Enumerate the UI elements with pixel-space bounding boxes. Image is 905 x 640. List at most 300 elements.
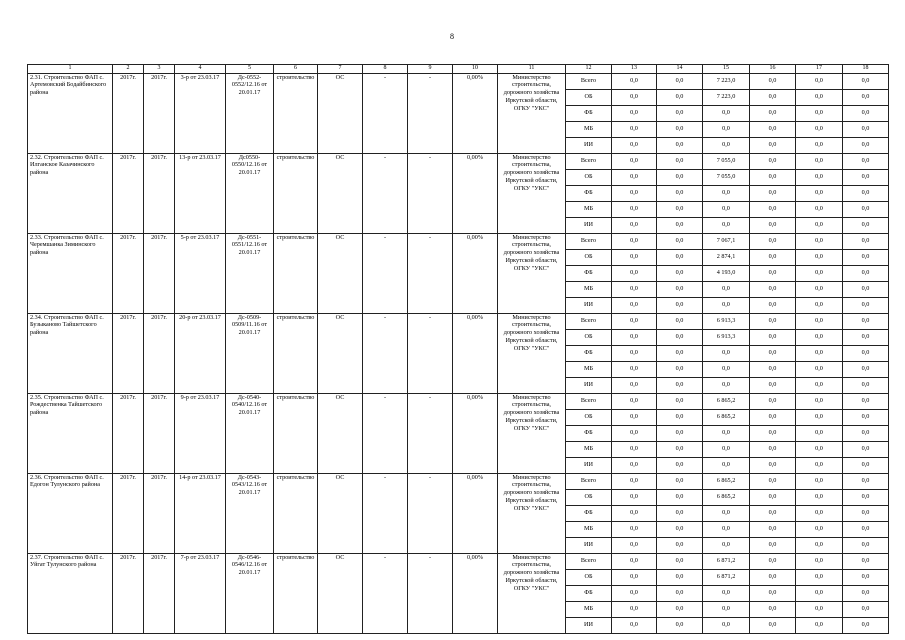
funding-source-cell: ФБ	[566, 345, 612, 361]
funding-source-cell: МБ	[566, 361, 612, 377]
value-cell: 0,0	[703, 537, 750, 553]
value-cell: 0,0	[657, 521, 703, 537]
value-cell: 0,0	[703, 201, 750, 217]
funding-source-cell: ИИ	[566, 617, 612, 633]
funding-source-cell: ФБ	[566, 425, 612, 441]
value-cell: 0,0	[612, 617, 657, 633]
value-cell: 0,0	[750, 217, 796, 233]
work-type-cell: строительство	[274, 153, 318, 233]
object-name-cell: 2.32. Строительство ФАП с. Илганское Казачинского района	[28, 153, 113, 233]
value-cell: 0,0	[796, 217, 843, 233]
funding-source-cell: ФБ	[566, 505, 612, 521]
value-cell: 0,0	[843, 585, 889, 601]
organization-cell: Министерство строительства, дорожного хозяйства Иркутской области, ОГКУ "УКС"	[498, 153, 566, 233]
header-row	[28, 65, 889, 74]
value-cell: 0,0	[657, 89, 703, 105]
value-cell: 0,0	[750, 201, 796, 217]
funding-source-cell: МБ	[566, 121, 612, 137]
funding-source-cell: ОБ	[566, 329, 612, 345]
value-cell: 0,0	[612, 553, 657, 569]
column-number: 12	[566, 65, 612, 74]
value-cell: 0,0	[750, 393, 796, 409]
value-cell: 0,0	[657, 121, 703, 137]
contract-cell: Дс-0551-0551/12.16 от 20.01.17	[226, 233, 274, 313]
value-cell: 0,0	[703, 521, 750, 537]
funding-source-cell: ФБ	[566, 265, 612, 281]
value-cell: 0,0	[612, 345, 657, 361]
value-cell: 0,0	[612, 105, 657, 121]
funding-source-cell: Всего	[566, 233, 612, 249]
table-row	[28, 473, 889, 489]
value-cell: 0,0	[843, 473, 889, 489]
value-cell: 0,0	[796, 265, 843, 281]
funding-source-cell: ИИ	[566, 377, 612, 393]
value-cell: 0,0	[750, 489, 796, 505]
value-cell: 6 913,3	[703, 329, 750, 345]
work-type-cell: строительство	[274, 473, 318, 553]
funding-source-cell: ОБ	[566, 249, 612, 265]
value-cell: 7 067,1	[703, 233, 750, 249]
value-cell: 6 871,2	[703, 553, 750, 569]
value-cell: 0,0	[657, 569, 703, 585]
end-year-cell: 2017г.	[144, 233, 175, 313]
object-name-cell: 2.37. Строительство ФАП с. Уйгат Тулунского района	[28, 553, 113, 633]
table-row	[28, 73, 889, 89]
value-cell: 0,0	[703, 601, 750, 617]
value-cell: 0,0	[657, 489, 703, 505]
col8-cell: -	[363, 233, 408, 313]
value-cell: 0,0	[750, 569, 796, 585]
value-cell: 0,0	[796, 185, 843, 201]
value-cell: 6 865,2	[703, 409, 750, 425]
value-cell: 0,0	[796, 409, 843, 425]
end-year-cell: 2017г.	[144, 553, 175, 633]
col9-cell: -	[408, 553, 453, 633]
value-cell: 0,0	[657, 441, 703, 457]
value-cell: 2 874,1	[703, 249, 750, 265]
column-number: 7	[318, 65, 363, 74]
value-cell: 0,0	[750, 377, 796, 393]
value-cell: 0,0	[843, 521, 889, 537]
contract-cell: Дс0550-0550/12.16 от 20.01.17	[226, 153, 274, 233]
value-cell: 0,0	[796, 361, 843, 377]
column-number: 15	[703, 65, 750, 74]
value-cell: 0,0	[657, 617, 703, 633]
value-cell: 0,0	[843, 345, 889, 361]
value-cell: 0,0	[843, 505, 889, 521]
work-type-cell: строительство	[274, 233, 318, 313]
value-cell: 0,0	[796, 249, 843, 265]
table-row	[28, 313, 889, 329]
value-cell: 0,0	[612, 377, 657, 393]
value-cell: 0,0	[843, 441, 889, 457]
value-cell: 0,0	[703, 281, 750, 297]
funding-source-cell: ОБ	[566, 89, 612, 105]
value-cell: 0,0	[657, 105, 703, 121]
value-cell: 0,0	[657, 601, 703, 617]
value-cell: 0,0	[612, 601, 657, 617]
value-cell: 0,0	[657, 249, 703, 265]
value-cell: 0,0	[796, 505, 843, 521]
end-year-cell: 2017г.	[144, 473, 175, 553]
value-cell: 0,0	[657, 505, 703, 521]
order-cell: 13-р от 23.03.17	[175, 153, 226, 233]
start-year-cell: 2017г.	[113, 73, 144, 153]
funding-source-cell: ОБ	[566, 409, 612, 425]
value-cell: 0,0	[703, 585, 750, 601]
column-number: 8	[363, 65, 408, 74]
col8-cell: -	[363, 473, 408, 553]
value-cell: 0,0	[750, 505, 796, 521]
value-cell: 0,0	[843, 617, 889, 633]
value-cell: 4 193,0	[703, 265, 750, 281]
end-year-cell: 2017г.	[144, 153, 175, 233]
value-cell: 0,0	[796, 457, 843, 473]
value-cell: 0,0	[843, 249, 889, 265]
value-cell: 0,0	[657, 137, 703, 153]
value-cell: 0,0	[612, 473, 657, 489]
value-cell: 0,0	[612, 361, 657, 377]
status-cell: ОС	[318, 313, 363, 393]
value-cell: 7 055,0	[703, 169, 750, 185]
value-cell: 6 865,2	[703, 393, 750, 409]
work-type-cell: строительство	[274, 313, 318, 393]
value-cell: 0,0	[843, 281, 889, 297]
value-cell: 0,0	[657, 233, 703, 249]
value-cell: 0,0	[657, 73, 703, 89]
order-cell: 20-р от 23.03.17	[175, 313, 226, 393]
col9-cell: -	[408, 73, 453, 153]
value-cell: 0,0	[750, 585, 796, 601]
column-number: 3	[144, 65, 175, 74]
value-cell: 0,0	[612, 585, 657, 601]
value-cell: 0,0	[612, 249, 657, 265]
value-cell: 0,0	[843, 137, 889, 153]
value-cell: 0,0	[796, 345, 843, 361]
value-cell: 0,0	[612, 441, 657, 457]
value-cell: 0,0	[612, 121, 657, 137]
column-number: 14	[657, 65, 703, 74]
value-cell: 0,0	[612, 137, 657, 153]
value-cell: 0,0	[843, 569, 889, 585]
value-cell: 0,0	[750, 297, 796, 313]
start-year-cell: 2017г.	[113, 313, 144, 393]
organization-cell: Министерство строительства, дорожного хозяйства Иркутской области, ОГКУ "УКС"	[498, 473, 566, 553]
value-cell: 0,0	[703, 617, 750, 633]
value-cell: 0,0	[703, 361, 750, 377]
value-cell: 0,0	[703, 105, 750, 121]
value-cell: 0,0	[750, 89, 796, 105]
percent-cell: 0,00%	[453, 313, 498, 393]
page-number: 8	[450, 32, 454, 41]
value-cell: 0,0	[750, 361, 796, 377]
value-cell: 7 223,0	[703, 89, 750, 105]
value-cell: 0,0	[612, 489, 657, 505]
object-name-cell: 2.36. Строительство ФАП с. Едогон Тулунского района	[28, 473, 113, 553]
column-number: 4	[175, 65, 226, 74]
value-cell: 0,0	[796, 169, 843, 185]
value-cell: 0,0	[750, 281, 796, 297]
value-cell: 0,0	[796, 297, 843, 313]
value-cell: 0,0	[750, 233, 796, 249]
value-cell: 0,0	[843, 329, 889, 345]
value-cell: 0,0	[703, 185, 750, 201]
value-cell: 0,0	[843, 361, 889, 377]
value-cell: 6 865,2	[703, 489, 750, 505]
funding-source-cell: ОБ	[566, 569, 612, 585]
value-cell: 0,0	[796, 441, 843, 457]
percent-cell: 0,00%	[453, 153, 498, 233]
value-cell: 0,0	[703, 425, 750, 441]
status-cell: ОС	[318, 153, 363, 233]
value-cell: 7 223,0	[703, 73, 750, 89]
value-cell: 0,0	[750, 153, 796, 169]
funding-source-cell: ФБ	[566, 105, 612, 121]
value-cell: 0,0	[843, 73, 889, 89]
column-number: 6	[274, 65, 318, 74]
value-cell: 0,0	[843, 105, 889, 121]
funding-source-cell: Всего	[566, 73, 612, 89]
funding-source-cell: ИИ	[566, 457, 612, 473]
end-year-cell: 2017г.	[144, 313, 175, 393]
status-cell: ОС	[318, 393, 363, 473]
value-cell: 0,0	[796, 617, 843, 633]
value-cell: 0,0	[750, 249, 796, 265]
column-number: 1	[28, 65, 113, 74]
value-cell: 6 913,3	[703, 313, 750, 329]
value-cell: 0,0	[750, 553, 796, 569]
value-cell: 0,0	[750, 105, 796, 121]
object-name-cell: 2.31. Строительство ФАП с. Артемовский Бодайбинского района	[28, 73, 113, 153]
col8-cell: -	[363, 313, 408, 393]
value-cell: 0,0	[750, 185, 796, 201]
value-cell: 0,0	[796, 425, 843, 441]
value-cell: 0,0	[843, 201, 889, 217]
value-cell: 0,0	[796, 137, 843, 153]
value-cell: 0,0	[612, 457, 657, 473]
value-cell: 0,0	[657, 473, 703, 489]
value-cell: 0,0	[612, 393, 657, 409]
value-cell: 0,0	[612, 537, 657, 553]
end-year-cell: 2017г.	[144, 73, 175, 153]
value-cell: 0,0	[750, 617, 796, 633]
value-cell: 7 055,0	[703, 153, 750, 169]
percent-cell: 0,00%	[453, 473, 498, 553]
funding-source-cell: ОБ	[566, 169, 612, 185]
value-cell: 0,0	[796, 553, 843, 569]
value-cell: 0,0	[750, 473, 796, 489]
organization-cell: Министерство строительства, дорожного хозяйства Иркутской области, ОГКУ "УКС"	[498, 393, 566, 473]
end-year-cell: 2017г.	[144, 393, 175, 473]
value-cell: 0,0	[750, 521, 796, 537]
funding-source-cell: ИИ	[566, 137, 612, 153]
value-cell: 0,0	[703, 121, 750, 137]
value-cell: 0,0	[612, 153, 657, 169]
value-cell: 0,0	[843, 169, 889, 185]
value-cell: 0,0	[657, 169, 703, 185]
value-cell: 0,0	[657, 329, 703, 345]
value-cell: 0,0	[612, 425, 657, 441]
col9-cell: -	[408, 153, 453, 233]
value-cell: 0,0	[796, 281, 843, 297]
organization-cell: Министерство строительства, дорожного хозяйства Иркутской области, ОГКУ "УКС"	[498, 233, 566, 313]
value-cell: 0,0	[657, 201, 703, 217]
col8-cell: -	[363, 393, 408, 473]
table-row	[28, 233, 889, 249]
value-cell: 0,0	[612, 297, 657, 313]
column-number: 9	[408, 65, 453, 74]
value-cell: 0,0	[843, 489, 889, 505]
value-cell: 0,0	[750, 537, 796, 553]
funding-source-cell: МБ	[566, 601, 612, 617]
work-type-cell: строительство	[274, 73, 318, 153]
value-cell: 0,0	[750, 329, 796, 345]
value-cell: 0,0	[796, 329, 843, 345]
col9-cell: -	[408, 233, 453, 313]
status-cell: ОС	[318, 553, 363, 633]
value-cell: 0,0	[657, 217, 703, 233]
value-cell: 0,0	[796, 393, 843, 409]
value-cell: 0,0	[796, 313, 843, 329]
value-cell: 0,0	[796, 233, 843, 249]
value-cell: 0,0	[612, 217, 657, 233]
order-cell: 5-р от 23.03.17	[175, 233, 226, 313]
value-cell: 0,0	[612, 569, 657, 585]
value-cell: 0,0	[657, 313, 703, 329]
value-cell: 0,0	[796, 521, 843, 537]
order-cell: 7-р от 23.03.17	[175, 553, 226, 633]
column-number: 10	[453, 65, 498, 74]
value-cell: 0,0	[750, 345, 796, 361]
work-type-cell: строительство	[274, 393, 318, 473]
value-cell: 0,0	[657, 409, 703, 425]
value-cell: 0,0	[657, 345, 703, 361]
order-cell: 9-р от 23.03.17	[175, 393, 226, 473]
value-cell: 0,0	[703, 505, 750, 521]
percent-cell: 0,00%	[453, 233, 498, 313]
value-cell: 0,0	[750, 457, 796, 473]
organization-cell: Министерство строительства, дорожного хозяйства Иркутской области, ОГКУ "УКС"	[498, 313, 566, 393]
value-cell: 0,0	[843, 377, 889, 393]
organization-cell: Министерство строительства, дорожного хозяйства Иркутской области, ОГКУ "УКС"	[498, 73, 566, 153]
value-cell: 0,0	[843, 265, 889, 281]
funding-source-cell: ОБ	[566, 489, 612, 505]
value-cell: 0,0	[843, 425, 889, 441]
value-cell: 0,0	[843, 409, 889, 425]
percent-cell: 0,00%	[453, 393, 498, 473]
value-cell: 0,0	[796, 537, 843, 553]
object-name-cell: 2.34. Строительство ФАП с. Бузыканово Тайшетского района	[28, 313, 113, 393]
column-number: 5	[226, 65, 274, 74]
value-cell: 0,0	[612, 73, 657, 89]
value-cell: 0,0	[750, 169, 796, 185]
value-cell: 0,0	[750, 73, 796, 89]
value-cell: 0,0	[657, 457, 703, 473]
start-year-cell: 2017г.	[113, 393, 144, 473]
value-cell: 0,0	[612, 201, 657, 217]
value-cell: 0,0	[843, 233, 889, 249]
value-cell: 0,0	[657, 265, 703, 281]
col9-cell: -	[408, 313, 453, 393]
funding-source-cell: ИИ	[566, 217, 612, 233]
col8-cell: -	[363, 153, 408, 233]
value-cell: 0,0	[796, 473, 843, 489]
order-cell: 3-р от 23.03.17	[175, 73, 226, 153]
object-name-cell: 2.35. Строительство ФАП с. Рождественка Тайшетского района	[28, 393, 113, 473]
contract-cell: Дс-0540-0540/12.16 от 20.01.17	[226, 393, 274, 473]
column-number: 11	[498, 65, 566, 74]
value-cell: 0,0	[612, 329, 657, 345]
value-cell: 0,0	[657, 377, 703, 393]
value-cell: 0,0	[750, 265, 796, 281]
contract-cell: Дс-0546-0546/12.16 от 20.01.17	[226, 553, 274, 633]
funding-source-cell: МБ	[566, 201, 612, 217]
column-number: 18	[843, 65, 889, 74]
funding-source-cell: ИИ	[566, 297, 612, 313]
value-cell: 0,0	[750, 441, 796, 457]
value-cell: 0,0	[657, 537, 703, 553]
work-type-cell: строительство	[274, 553, 318, 633]
value-cell: 0,0	[612, 233, 657, 249]
value-cell: 0,0	[843, 601, 889, 617]
value-cell: 0,0	[612, 521, 657, 537]
value-cell: 0,0	[750, 409, 796, 425]
funding-source-cell: Всего	[566, 473, 612, 489]
value-cell: 0,0	[703, 217, 750, 233]
value-cell: 0,0	[796, 105, 843, 121]
status-cell: ОС	[318, 73, 363, 153]
funding-source-cell: ИИ	[566, 537, 612, 553]
value-cell: 0,0	[657, 153, 703, 169]
value-cell: 0,0	[612, 185, 657, 201]
value-cell: 0,0	[657, 425, 703, 441]
object-name-cell: 2.33. Строительство ФАП с. Черемшанка Зиминского района	[28, 233, 113, 313]
funding-source-cell: Всего	[566, 553, 612, 569]
contract-cell: Дс-0509-0509/11.16 от 20.01.17	[226, 313, 274, 393]
value-cell: 0,0	[843, 217, 889, 233]
value-cell: 0,0	[612, 169, 657, 185]
funding-source-cell: Всего	[566, 313, 612, 329]
status-cell: ОС	[318, 233, 363, 313]
funding-source-cell: ФБ	[566, 185, 612, 201]
value-cell: 0,0	[796, 585, 843, 601]
value-cell: 0,0	[612, 281, 657, 297]
funding-source-cell: Всего	[566, 393, 612, 409]
value-cell: 0,0	[796, 489, 843, 505]
value-cell: 0,0	[703, 457, 750, 473]
funding-source-cell: МБ	[566, 441, 612, 457]
value-cell: 6 871,2	[703, 569, 750, 585]
value-cell: 0,0	[843, 553, 889, 569]
column-number: 17	[796, 65, 843, 74]
value-cell: 0,0	[843, 537, 889, 553]
funding-source-cell: ФБ	[566, 585, 612, 601]
value-cell: 6 865,2	[703, 473, 750, 489]
value-cell: 0,0	[796, 121, 843, 137]
value-cell: 0,0	[703, 377, 750, 393]
funding-source-cell: МБ	[566, 521, 612, 537]
data-table	[27, 64, 889, 634]
start-year-cell: 2017г.	[113, 473, 144, 553]
value-cell: 0,0	[703, 137, 750, 153]
order-cell: 14-р от 23.03.17	[175, 473, 226, 553]
value-cell: 0,0	[750, 121, 796, 137]
contract-cell: Дс-0543-0543/12.16 от 20.01.17	[226, 473, 274, 553]
value-cell: 0,0	[612, 505, 657, 521]
value-cell: 0,0	[843, 185, 889, 201]
value-cell: 0,0	[843, 153, 889, 169]
column-number: 2	[113, 65, 144, 74]
